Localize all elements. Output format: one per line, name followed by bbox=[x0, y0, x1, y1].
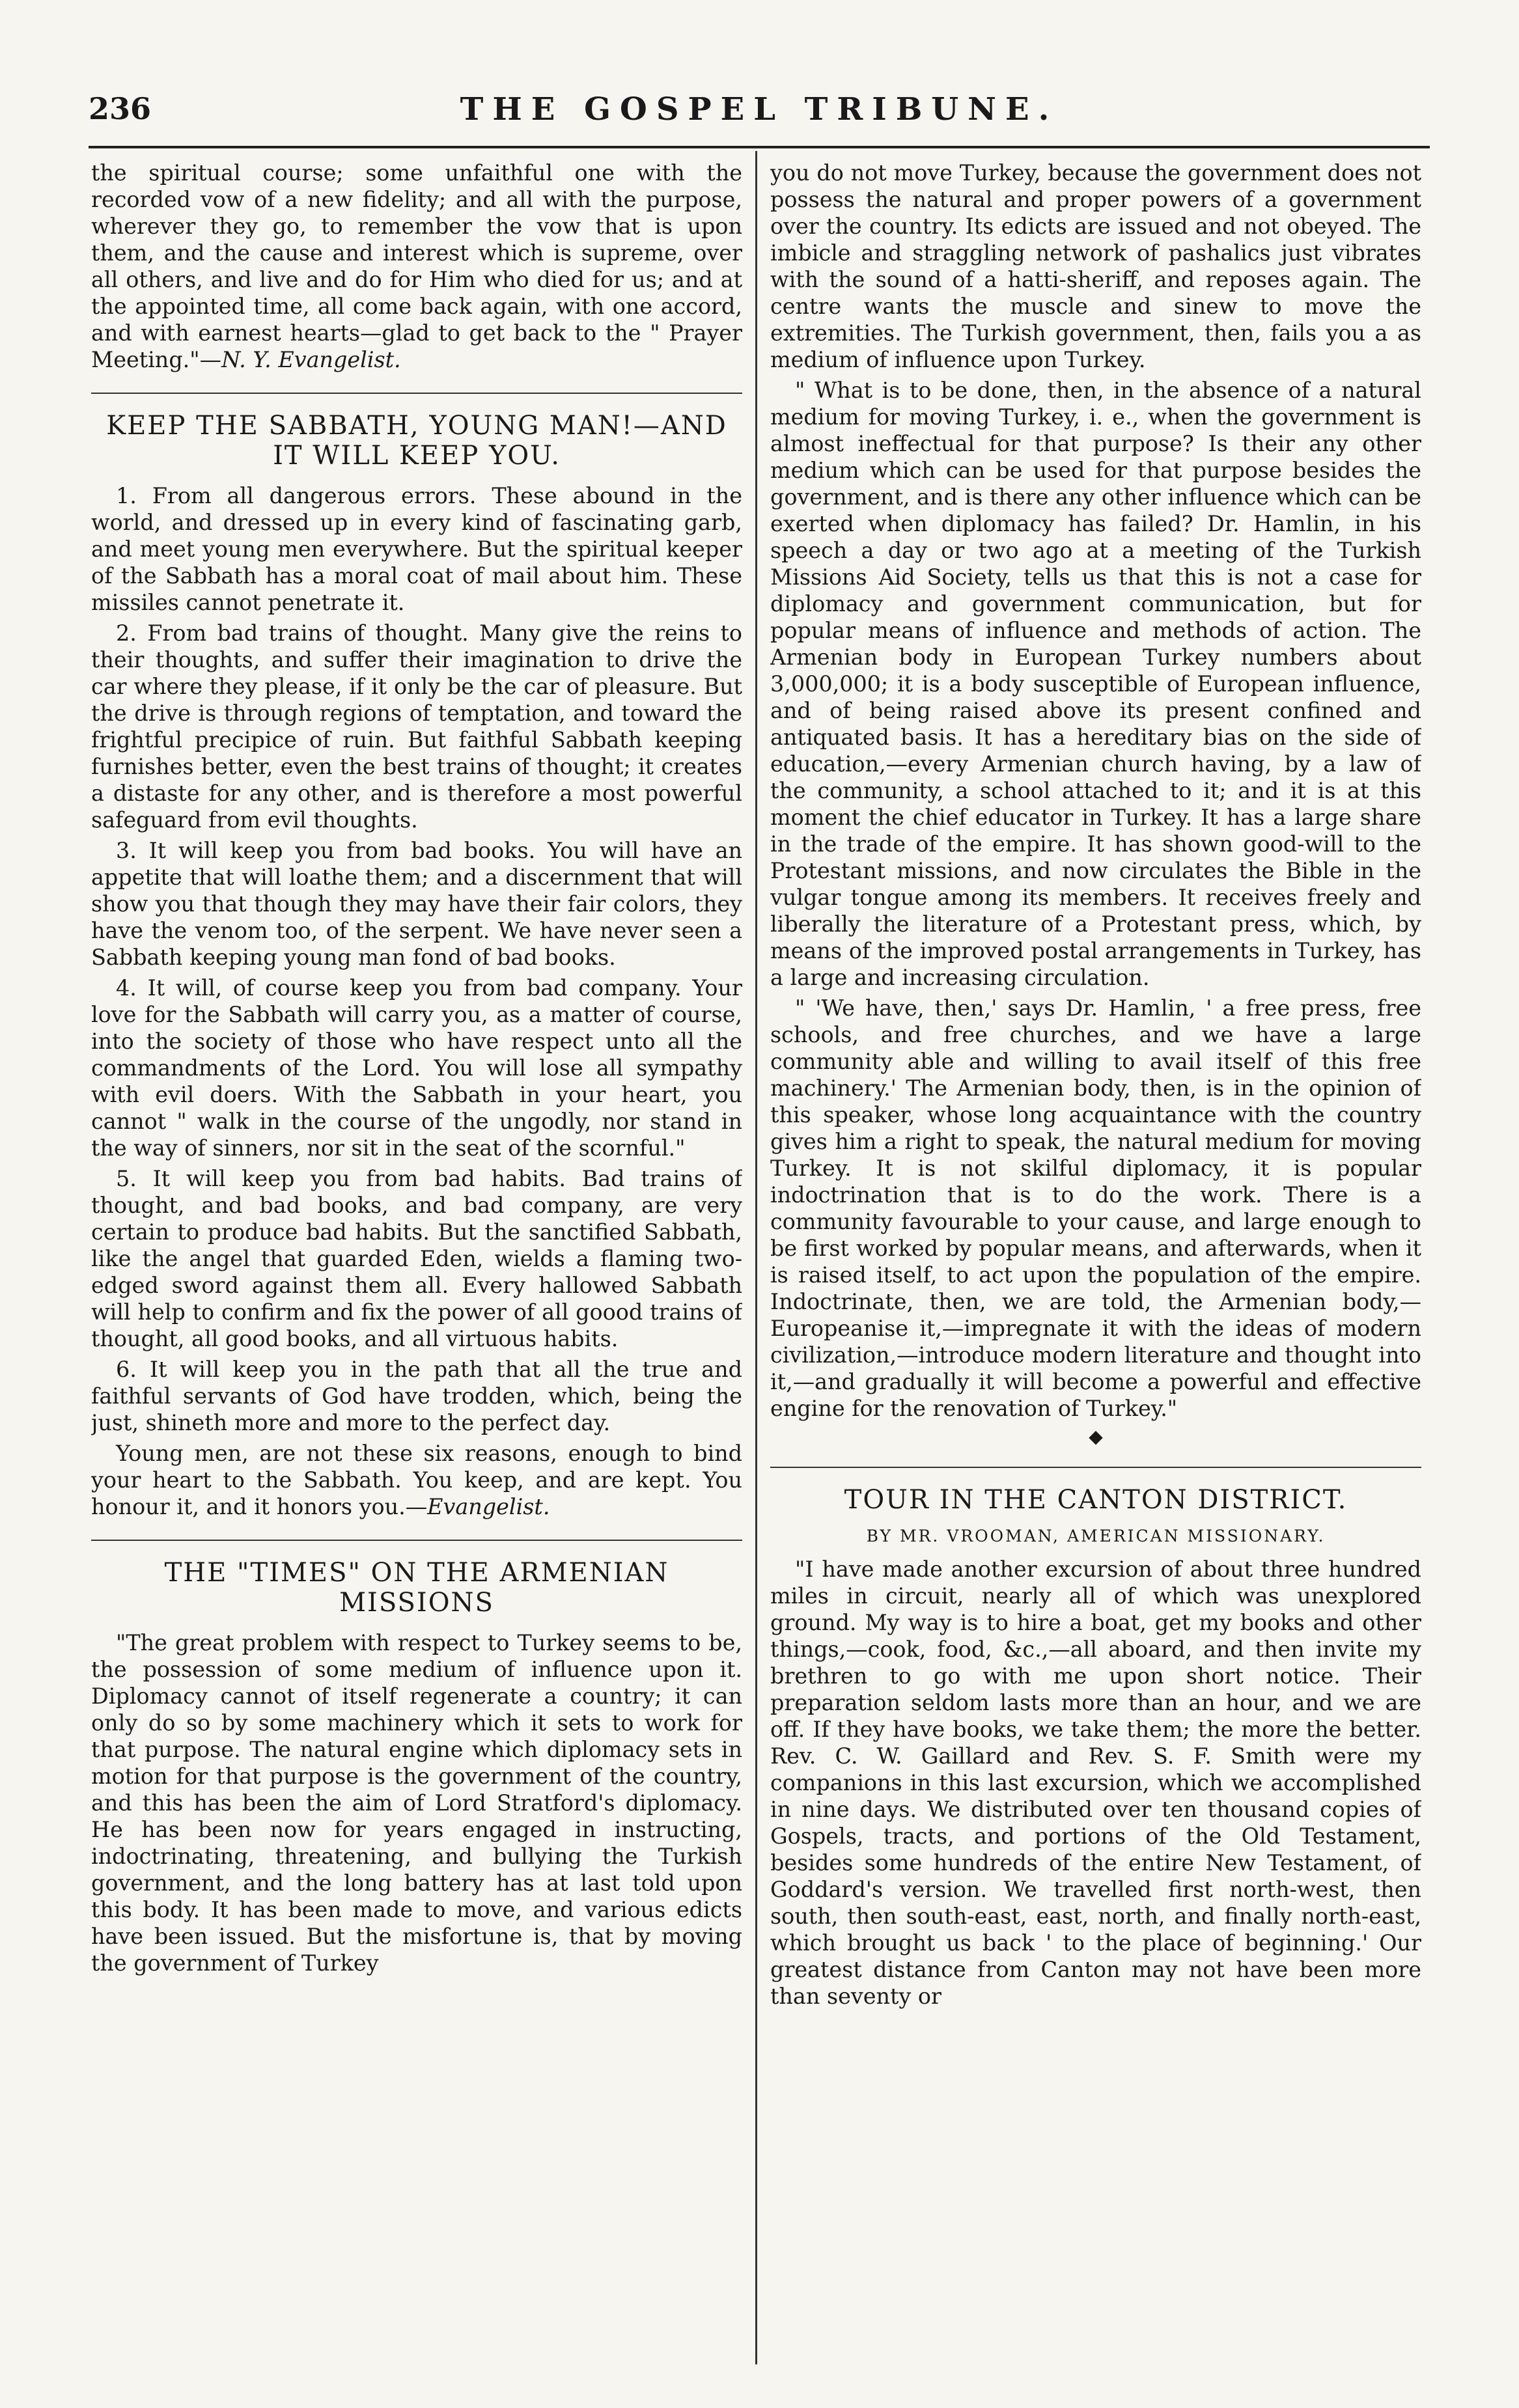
column-divider bbox=[755, 151, 757, 2364]
ornament-mark: ◆ bbox=[1089, 1426, 1103, 1447]
left-column bbox=[91, 159, 742, 2360]
canton-paragraph-1: "I have made another excursion of about three hundred miles in circuit, nearly all of which was unexplored ground. My way is to hire a boat, get my books and other things,—cook, food, &c.,—all aboard, and then invite my brethren to go with me upon short notice. Their preparation seldom lasts more than an hour, and we are off. If they have books, we take them; the more the better. Rev. C. W. Gaillard and Rev. S. F. Smith were my companions in this last excursion, which we accomplished in nine days. We distributed over ten thousand copies of Gospels, tracts, and portions of the Old Testament, besides some hundreds of the entire New Testament, of Goddard's version. We travelled first north-west, then south, then south-east, east, north, and finally north-east, which brought us back ' to the place of beginning.' Our greatest distance from Canton may not have been more than seventy or bbox=[770, 1557, 1421, 2009]
armenian-continuation-3: " 'We have, then,' says Dr. Hamlin, ' a free press, free schools, and free churches, and we have a large community able and willing to avail itself of this free machinery.' The Armenian body, then, is in the opinion of this speaker, whose long acquaintance with the country gives him a right to speak, the natural medium for moving Turkey. It is not skilful diplomacy, it is popular indoctrination that is to do the work. There is a community favourable to your cause, and large enough to be first worked by popular means, and afterwards, when it is raised itself, to act upon the population of the empire. Indoctrinate, then, we are told, the Armenian body,—Europeanise it,—impregnate it with the ideas of modern civilization,—introduce modern literature and thought into it,—and gradually it will become a powerful and effective engine for the renovation of Turkey." bbox=[770, 995, 1421, 1421]
armenian-continuation-2: " What is to be done, then, in the absence of a natural medium for moving Turkey, i. e., when the government is almost ineffectual for that purpose? Is their any other medium which can be used for that purpose besides the government, and is there any other influence which can be exerted when diplomacy has failed? Dr. Hamlin, in his speech a day or two ago at a meeting of the Turkish Missions Aid Society, tells us that this is not a case for diplomacy and government communication, but for popular means of influence and methods of action. The Armenian body in European Turkey numbers about 3,000,000; it is a body susceptible of European influence, and of being raised above its present confined and antiquated basis. It has a hereditary bias on the side of education,—every Armenian church having, by a law of the community, a school attached to it; and it is at this moment the chief educator in Turkey. It has a large share in the trade of the empire. It has shown good-will to the Protestant missions, and now circulates the Bible in the vulgar tongue among its members. It receives freely and liberally the literature of a Protestant press, which, by means of the improved postal arrangements in Turkey, has a large and increasing circulation. bbox=[770, 378, 1421, 990]
sabbath-source: Evangelist. bbox=[427, 1494, 550, 1519]
section-rule bbox=[770, 1467, 1421, 1468]
header-rule bbox=[89, 146, 1430, 148]
article-title-armenian: THE "TIMES" ON THE ARMENIAN MISSIONS bbox=[164, 1558, 669, 1618]
armenian-continuation-1: you do not move Turkey, because the government does not possess the natural and proper powers of a government over the country. Its edicts are issued and not obeyed. The imbicle and straggling network of pashalics just vibrates with the sound of a hatti-sheriff, and reposes again. The centre wants the muscle and sinew to move the extremities. The Turkish government, then, fails you a as medium of influence upon Turkey. bbox=[770, 160, 1421, 372]
sabbath-conclusion: Young men, are not these six reasons, enough to bind your heart to the Sabbath. You keep, and are kept. You honour it, and it honors you.—Evangelist. bbox=[91, 1441, 742, 1519]
page-number: 236 bbox=[89, 91, 152, 126]
byline: BY MR. VROOMAN, AMERICAN MISSIONARY. bbox=[866, 1527, 1326, 1545]
section-rule bbox=[91, 393, 742, 394]
running-title: THE GOSPEL TRIBUNE. bbox=[460, 91, 1059, 128]
sabbath-point-3: 3. It will keep you from bad books. You will have an appetite that will loathe them; and a discernment that will show you that though they may have their fair colors, they have the venom too, of the serpent. We have never seen a Sabbath keeping young man fond of bad books. bbox=[91, 838, 742, 970]
article-title-canton: TOUR IN THE CANTON DISTRICT. bbox=[844, 1485, 1348, 1515]
section-rule bbox=[91, 1540, 742, 1541]
sabbath-point-4: 4. It will, of course keep you from bad company. Your love for the Sabbath will carry you, as a matter of course, into the society of those who have respect unto all the commandments of the Lord. You will lose all sympathy with evil doers. With the Sabbath in your heart, you cannot " walk in the course of the ungodly, nor stand in the way of sinners, nor sit in the seat of the scornful." bbox=[91, 975, 742, 1161]
page-header bbox=[89, 91, 1430, 143]
intro-source: N. Y. Evangelist. bbox=[221, 347, 401, 372]
sabbath-point-2: 2. From bad trains of thought. Many give the reins to their thoughts, and suffer their imagination to drive the car where they please, if it only be the car of pleasure. But the drive is through regions of temptation, and toward the frightful precipice of ruin. But faithful Sabbath keeping furnishes better, even the best trains of thought; it creates a distaste for any other, and is therefore a most powerful safeguard from evil thoughts. bbox=[91, 620, 742, 833]
right-column bbox=[770, 159, 1421, 2360]
sabbath-point-5: 5. It will keep you from bad habits. Bad trains of thought, and bad books, and bad company, are very certain to produce bad habits. But the sanctified Sabbath, like the angel that guarded Eden, wields a flaming two-edged sword against them all. Every hallowed Sabbath will help to confirm and fix the power of all goood trains of thought, all good books, and all virtuous habits. bbox=[91, 1166, 742, 1351]
intro-paragraph: the spiritual course; some unfaithful one with the recorded vow of a new fidelity; and all with the purpose, wherever they go, to remember the vow that is upon them, and the cause and interest which is supreme, over all others, and live and do for Him who died for us; and at the appointed time, all come back again, with one accord, and with earnest hearts—glad to get back to the " Prayer Meeting."—N. Y. Evangelist. bbox=[91, 160, 742, 372]
article-title-sabbath: KEEP THE SABBATH, YOUNG MAN!—AND IT WILL KEEP YOU. bbox=[106, 411, 727, 471]
sabbath-point-1: 1. From all dangerous errors. These abound in the world, and dressed up in every kind of fascinating garb, and meet young men everywhere. But the spiritual keeper of the Sabbath has a moral coat of mail about him. These missiles cannot penetrate it. bbox=[91, 483, 742, 615]
armenian-paragraph-1: "The great problem with respect to Turkey seems to be, the possession of some medium of influence upon it. Diplomacy cannot of itself regenerate a country; it can only do so by some machinery which it sets to work for that purpose. The natural engine which diplomacy sets in motion for that purpose is the government of the country, and this has been the aim of Lord Stratford's diplomacy. He has been now for years engaged in instructing, indoctrinating, threatening, and bullying the Turkish government, and the long battery has at last told upon this body. It has been made to move, and various edicts have been issued. But the misfortune is, that by moving the government of Turkey bbox=[91, 1630, 742, 1976]
sabbath-point-6: 6. It will keep you in the path that all the true and faithful servants of God have trodden, which, being the just, shineth more and more to the perfect day. bbox=[91, 1357, 742, 1435]
